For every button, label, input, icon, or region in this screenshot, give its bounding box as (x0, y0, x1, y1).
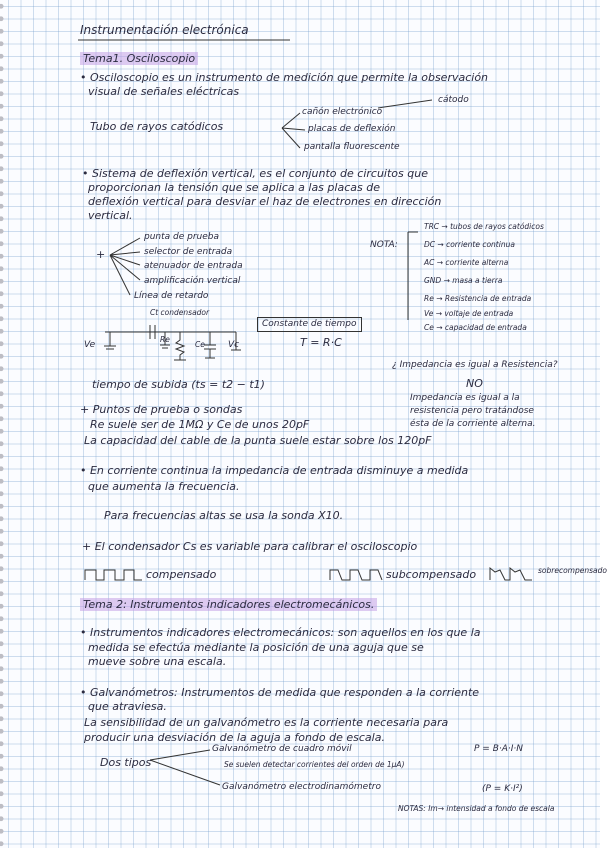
galv-line-4: producir una desviación de la aguja a fondo de escala. (84, 731, 385, 744)
sistema-line-2: proporcionan la tensión que se aplica a las placas de (88, 181, 380, 194)
arrow-canon (282, 113, 300, 128)
arrow-pantalla (282, 128, 300, 148)
impedancia-question: ¿ Impedancia es igual a Resistencia? (392, 360, 558, 370)
def-line-1: • Instrumentos indicadores electromecánicos: son aquellos en los que la (80, 626, 481, 639)
tiempo-subida: tiempo de subida (ts = t2 − t1) (92, 378, 265, 391)
resistor-re (174, 332, 186, 360)
tubo-item-2: placas de deflexión (308, 124, 396, 134)
tipo1-formula: P = B·A·I·N (474, 744, 523, 754)
arrow-catodo (378, 100, 432, 108)
sistema-line-1: • Sistema de deflexión vertical, es el conjunto de circuitos que (82, 167, 428, 180)
part-3: atenuador de entrada (144, 261, 243, 271)
nota-brace (408, 232, 418, 320)
arrows-parts (110, 238, 140, 295)
condensador-cs-line: + El condensador Cs es variable para calibrar el osciloscopio (82, 540, 418, 553)
def-line-3: mueve sobre una escala. (88, 655, 227, 668)
catodo-label: cátodo (438, 95, 469, 105)
tipo2-label: Galvanómetro electrodinamómetro (222, 782, 381, 792)
nota-item-6: Ve → voltaje de entrada (424, 309, 514, 318)
circuit-ground-ve (104, 332, 116, 349)
tipo1-note: Se suelen detectar corrientes del orden de 1µA) (224, 760, 405, 769)
puntos-line-3: La capacidad del cable de la punta suele estar sobre los 120pF (84, 434, 432, 447)
tubo-item-1: cañón electrónico (302, 107, 383, 117)
condensador-label: Ct condensador (150, 308, 210, 317)
nota-item-1: TRC → tubos de rayos catódicos (424, 222, 544, 231)
impedancia-answer-3: ésta de la corriente alterna. (410, 419, 536, 429)
tema1-heading: Tema1. Osciloscopio (80, 52, 198, 65)
part-4: amplificación vertical (144, 276, 241, 286)
formula-t: T = R·C (300, 336, 342, 349)
tipo2-formula: (P = K·I²) (482, 784, 523, 794)
sistema-line-3: deflexión vertical para desviar el haz de electrones en dirección (88, 195, 442, 208)
nota-item-3: AC → corriente alterna (424, 258, 509, 267)
puntos-line-2: Re suele ser de 1MΩ y Ce de unos 20pF (90, 418, 310, 431)
cc-line-1: • En corriente continua la impedancia de entrada disminuye a medida (80, 464, 469, 477)
constante-box: Constante de tiempo (257, 317, 362, 332)
sistema-line-4: vertical. (88, 209, 133, 222)
plus-sign: + (96, 248, 106, 261)
impedancia-answer-2: resistencia pero tratándose (410, 406, 534, 416)
part-2: selector de entrada (144, 247, 233, 257)
wave-label-compensado: compensado (146, 568, 217, 581)
dos-tipos: Dos tipos (100, 756, 152, 769)
wave-label-sobrecompensado: sobrecompensado (538, 566, 607, 575)
page-title: Instrumentación electrónica (80, 23, 249, 37)
arrow-placas (282, 128, 305, 130)
intro-line-1: • Osciloscopio es un instrumento de medición que permite la observación (80, 71, 489, 84)
nota-item-4: GND → masa a tierra (424, 276, 503, 285)
cc-line-2: que aumenta la frecuencia. (88, 480, 240, 493)
galv-line-2: que atraviesa. (88, 700, 167, 713)
part-5: Línea de retardo (134, 291, 209, 301)
notas-label: NOTAS: Im→ intensidad a fondo de escala (398, 804, 555, 813)
circuit-ve: Ve (84, 340, 96, 350)
arrows-dos-tipos (150, 750, 220, 785)
galv-line-3: La sensibilidad de un galvanómetro es la corriente necesaria para (84, 716, 449, 729)
capacitor-ce (204, 332, 216, 358)
wave-compensado (85, 570, 142, 580)
wave-label-subcompensado: subcompensado (386, 568, 477, 581)
altas-line: Para frecuencias altas se usa la sonda X10. (104, 509, 344, 522)
circuit-vc: Vc (228, 340, 240, 350)
tipo1-label: Galvanómetro de cuadro móvil (212, 744, 352, 754)
galv-line-1: • Galvanómetros: Instrumentos de medida que responden a la corriente (80, 686, 480, 699)
nota-item-5: Re → Resistencia de entrada (424, 294, 532, 303)
tubo-label: Tubo de rayos catódicos (90, 120, 224, 133)
nota-label: NOTA: (370, 240, 398, 250)
circuit-ce: Ce (195, 340, 205, 349)
part-1: punta de prueba (144, 232, 220, 242)
impedancia-answer-1: Impedancia es igual a la (410, 393, 520, 403)
impedancia-no: NO (466, 377, 483, 390)
nota-item-7: Ce → capacidad de entrada (424, 323, 527, 332)
tubo-item-3: pantalla fluorescente (304, 142, 400, 152)
wave-subcompensado (330, 570, 382, 580)
wave-sobrecompensado (490, 568, 532, 580)
def-line-2: medida se efectúa mediante la posición de una aguja que se (88, 641, 424, 654)
circuit-re: Re (160, 335, 170, 344)
intro-line-2: visual de señales eléctricas (88, 85, 240, 98)
nota-item-2: DC → corriente continua (424, 240, 515, 249)
tema2-heading: Tema 2: Instrumentos indicadores electromecánicos. (80, 598, 377, 611)
puntos-line-1: + Puntos de prueba o sondas (80, 403, 243, 416)
